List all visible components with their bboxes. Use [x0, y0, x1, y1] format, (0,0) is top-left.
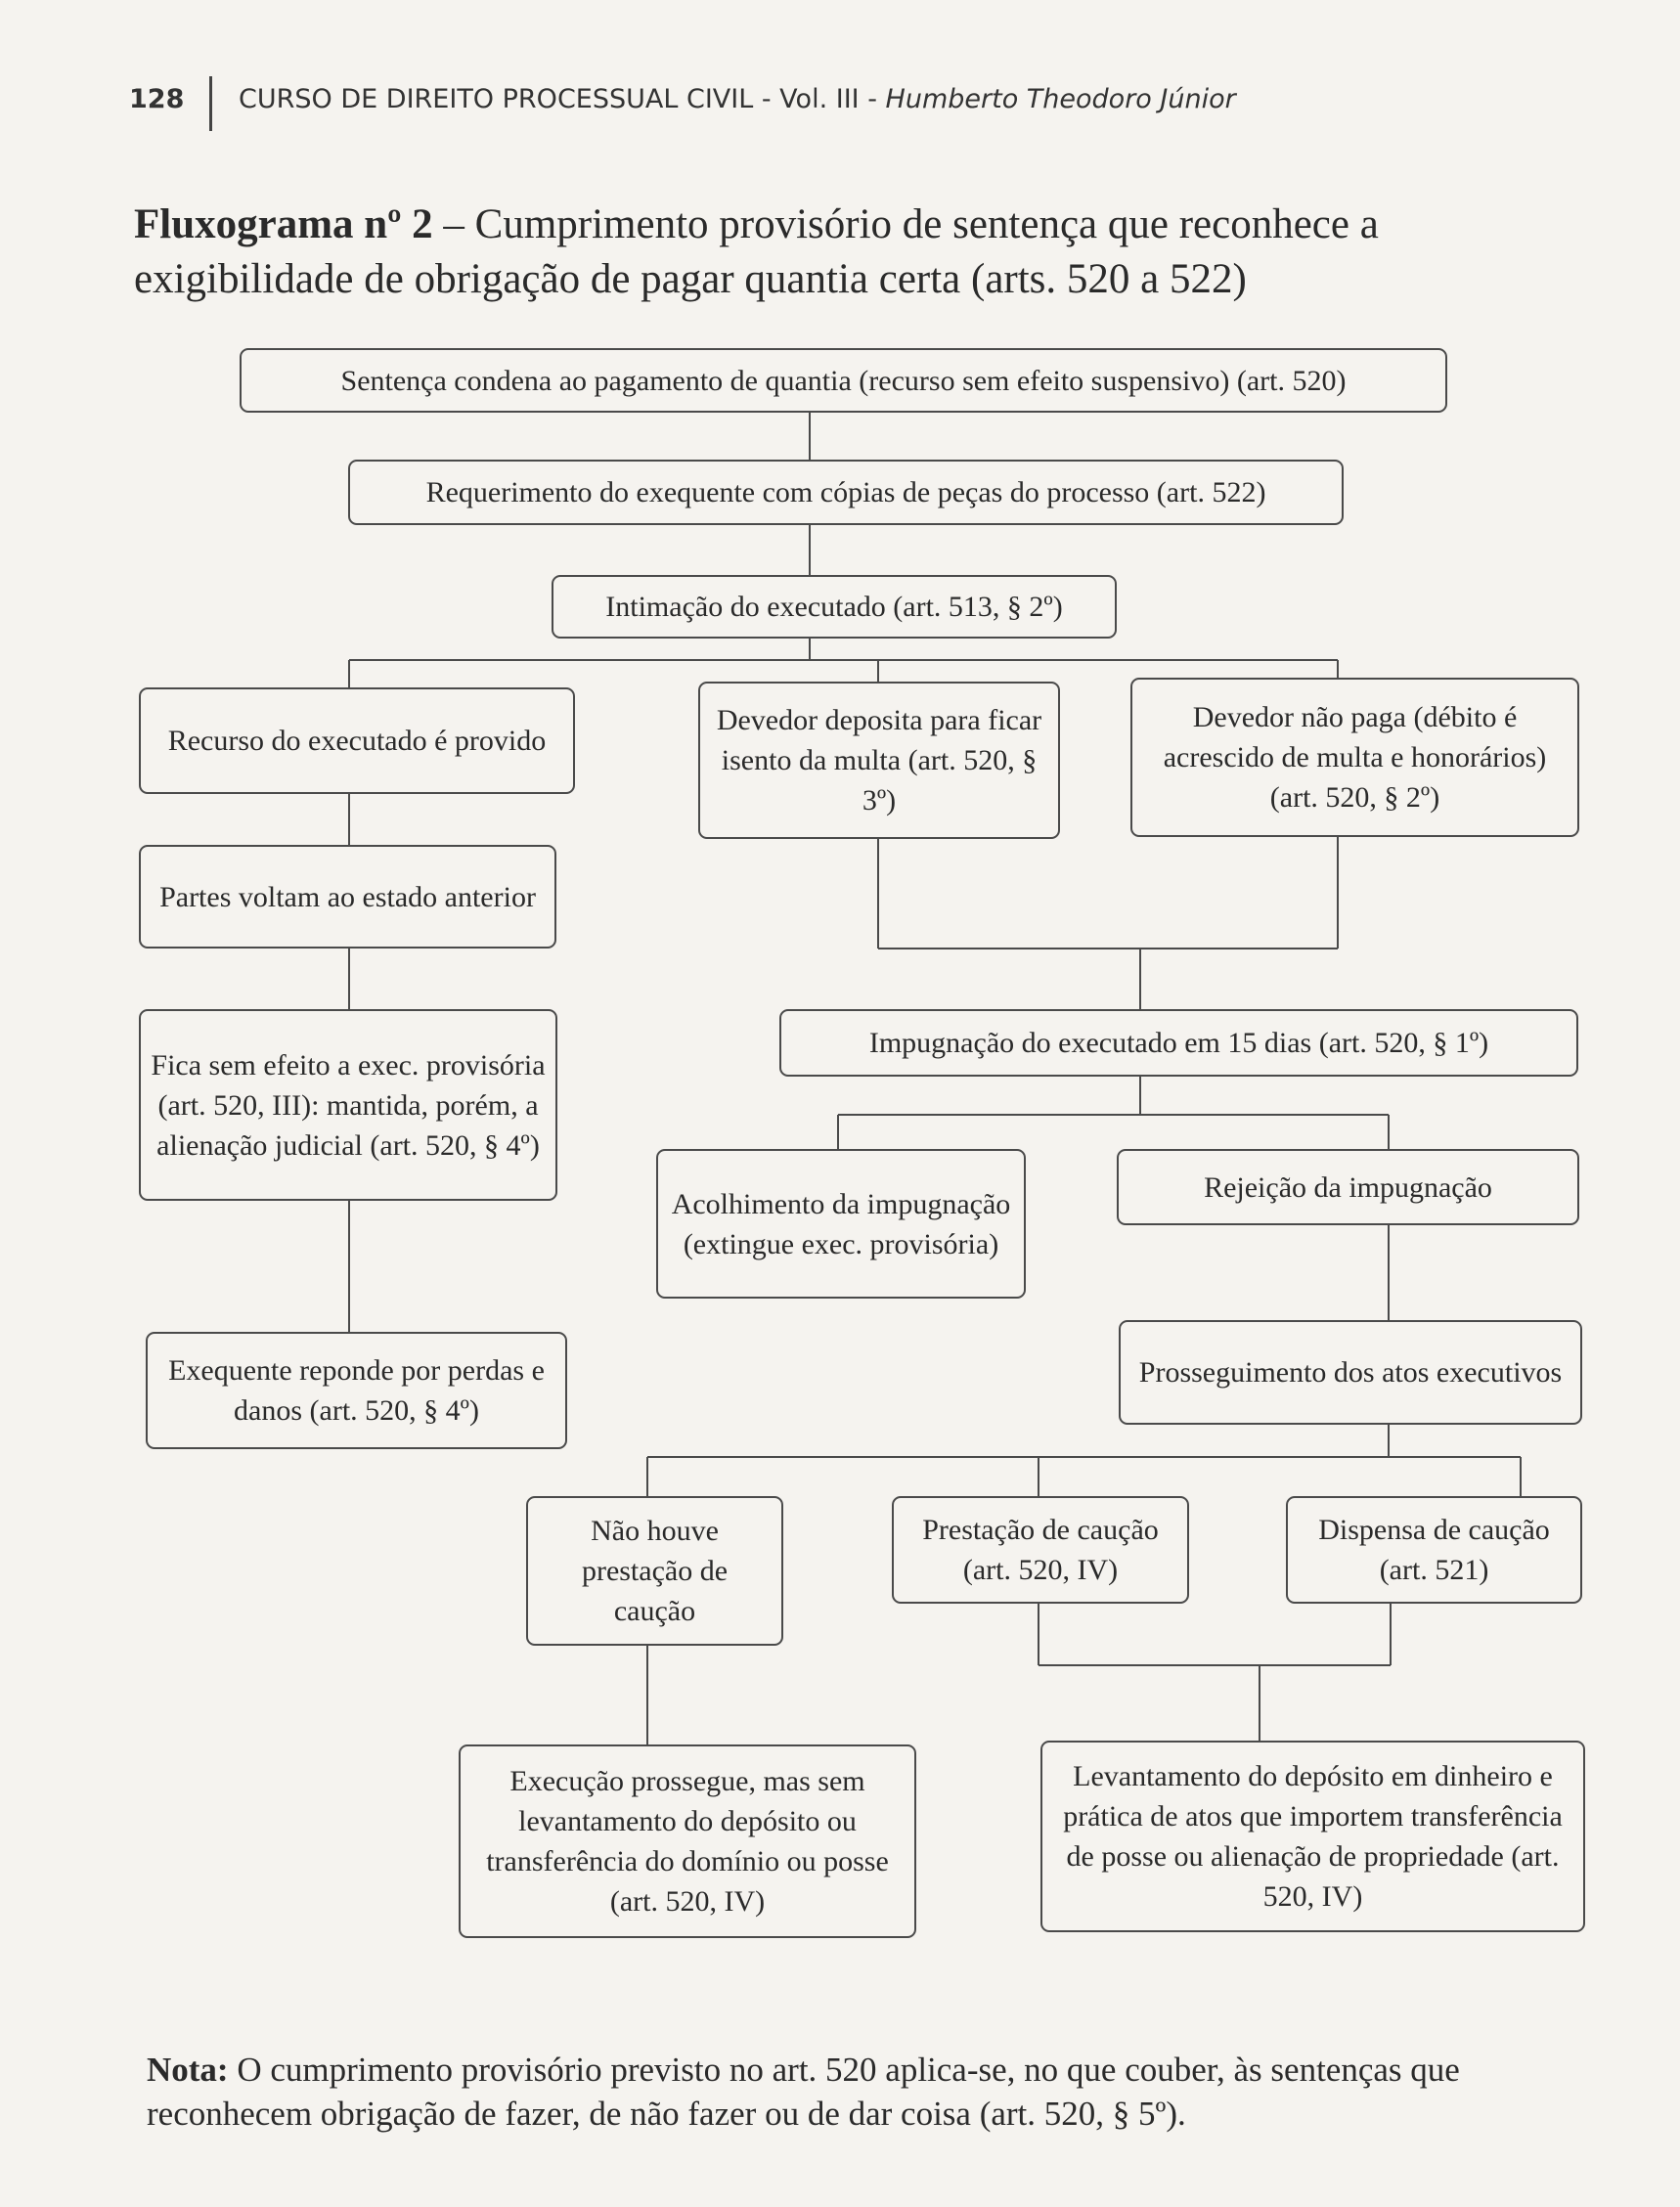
box-sentenca: Sentença condena ao pagamento de quantia (recurso sem efeito suspensivo) (art. 520): [240, 348, 1447, 413]
figure-label: Fluxograma nº 2: [134, 201, 433, 247]
box-requerimento: Requerimento do exequente com cópias de peças do processo (art. 522): [348, 460, 1344, 525]
note-text: O cumprimento provisório previsto no art. 520 aplica-se, no que couber, às sentenças que reconhecem obrigação de fazer, de não fazer ou de dar coisa (art. 520, § 5º).: [147, 2051, 1460, 2133]
box-prosseguimento: Prosseguimento dos atos executivos: [1119, 1320, 1582, 1425]
box-exequente-responde: Exequente reponde por perdas e danos (art. 520, § 4º): [146, 1332, 567, 1449]
box-fica-sem-efeito: Fica sem efeito a exec. provisória (art. 520, III): mantida, porém, a alienação judicial (art. 520, § 4º): [139, 1009, 557, 1201]
box-impugnacao: Impugnação do executado em 15 dias (art. 520, § 1º): [779, 1009, 1578, 1077]
box-rejeicao: Rejeição da impugnação: [1117, 1149, 1579, 1225]
box-execucao-prossegue: Execução prossegue, mas sem levantamento do depósito ou transferência do domínio ou posse (art. 520, IV): [459, 1744, 916, 1938]
book-title: CURSO DE DIREITO PROCESSUAL CIVIL - Vol. III -: [239, 84, 886, 114]
box-nao-houve-caucao: Não houve prestação de caução: [526, 1496, 783, 1646]
page-number: 128: [129, 84, 185, 114]
box-devedor-deposita: Devedor deposita para ficar isento da multa (art. 520, § 3º): [698, 682, 1060, 839]
box-recurso-provido: Recurso do executado é provido: [139, 687, 575, 794]
box-prestacao-caucao: Prestação de caução (art. 520, IV): [892, 1496, 1189, 1604]
box-partes-voltam: Partes voltam ao estado anterior: [139, 845, 556, 949]
box-dispensa-caucao: Dispensa de caução (art. 521): [1286, 1496, 1582, 1604]
figure-caption: – Cumprimento provisório de sentença que reconhece a exigibilidade de obrigação de pagar quantia certa (arts. 520 a 522): [134, 201, 1379, 302]
note-label: Nota:: [147, 2051, 229, 2089]
author-name: Humberto Theodoro Júnior: [885, 84, 1236, 114]
box-intimacao: Intimação do executado (art. 513, § 2º): [552, 575, 1117, 639]
footnote: [147, 2048, 1594, 2136]
box-devedor-nao-paga: Devedor não paga (débito é acrescido de multa e honorários) (art. 520, § 2º): [1130, 678, 1579, 837]
box-levantamento: Levantamento do depósito em dinheiro e prática de atos que importem transferência de posse ou alienação de propriedade (art. 520, IV): [1040, 1741, 1585, 1932]
box-acolhimento: Acolhimento da impugnação (extingue exec. provisória): [656, 1149, 1026, 1299]
